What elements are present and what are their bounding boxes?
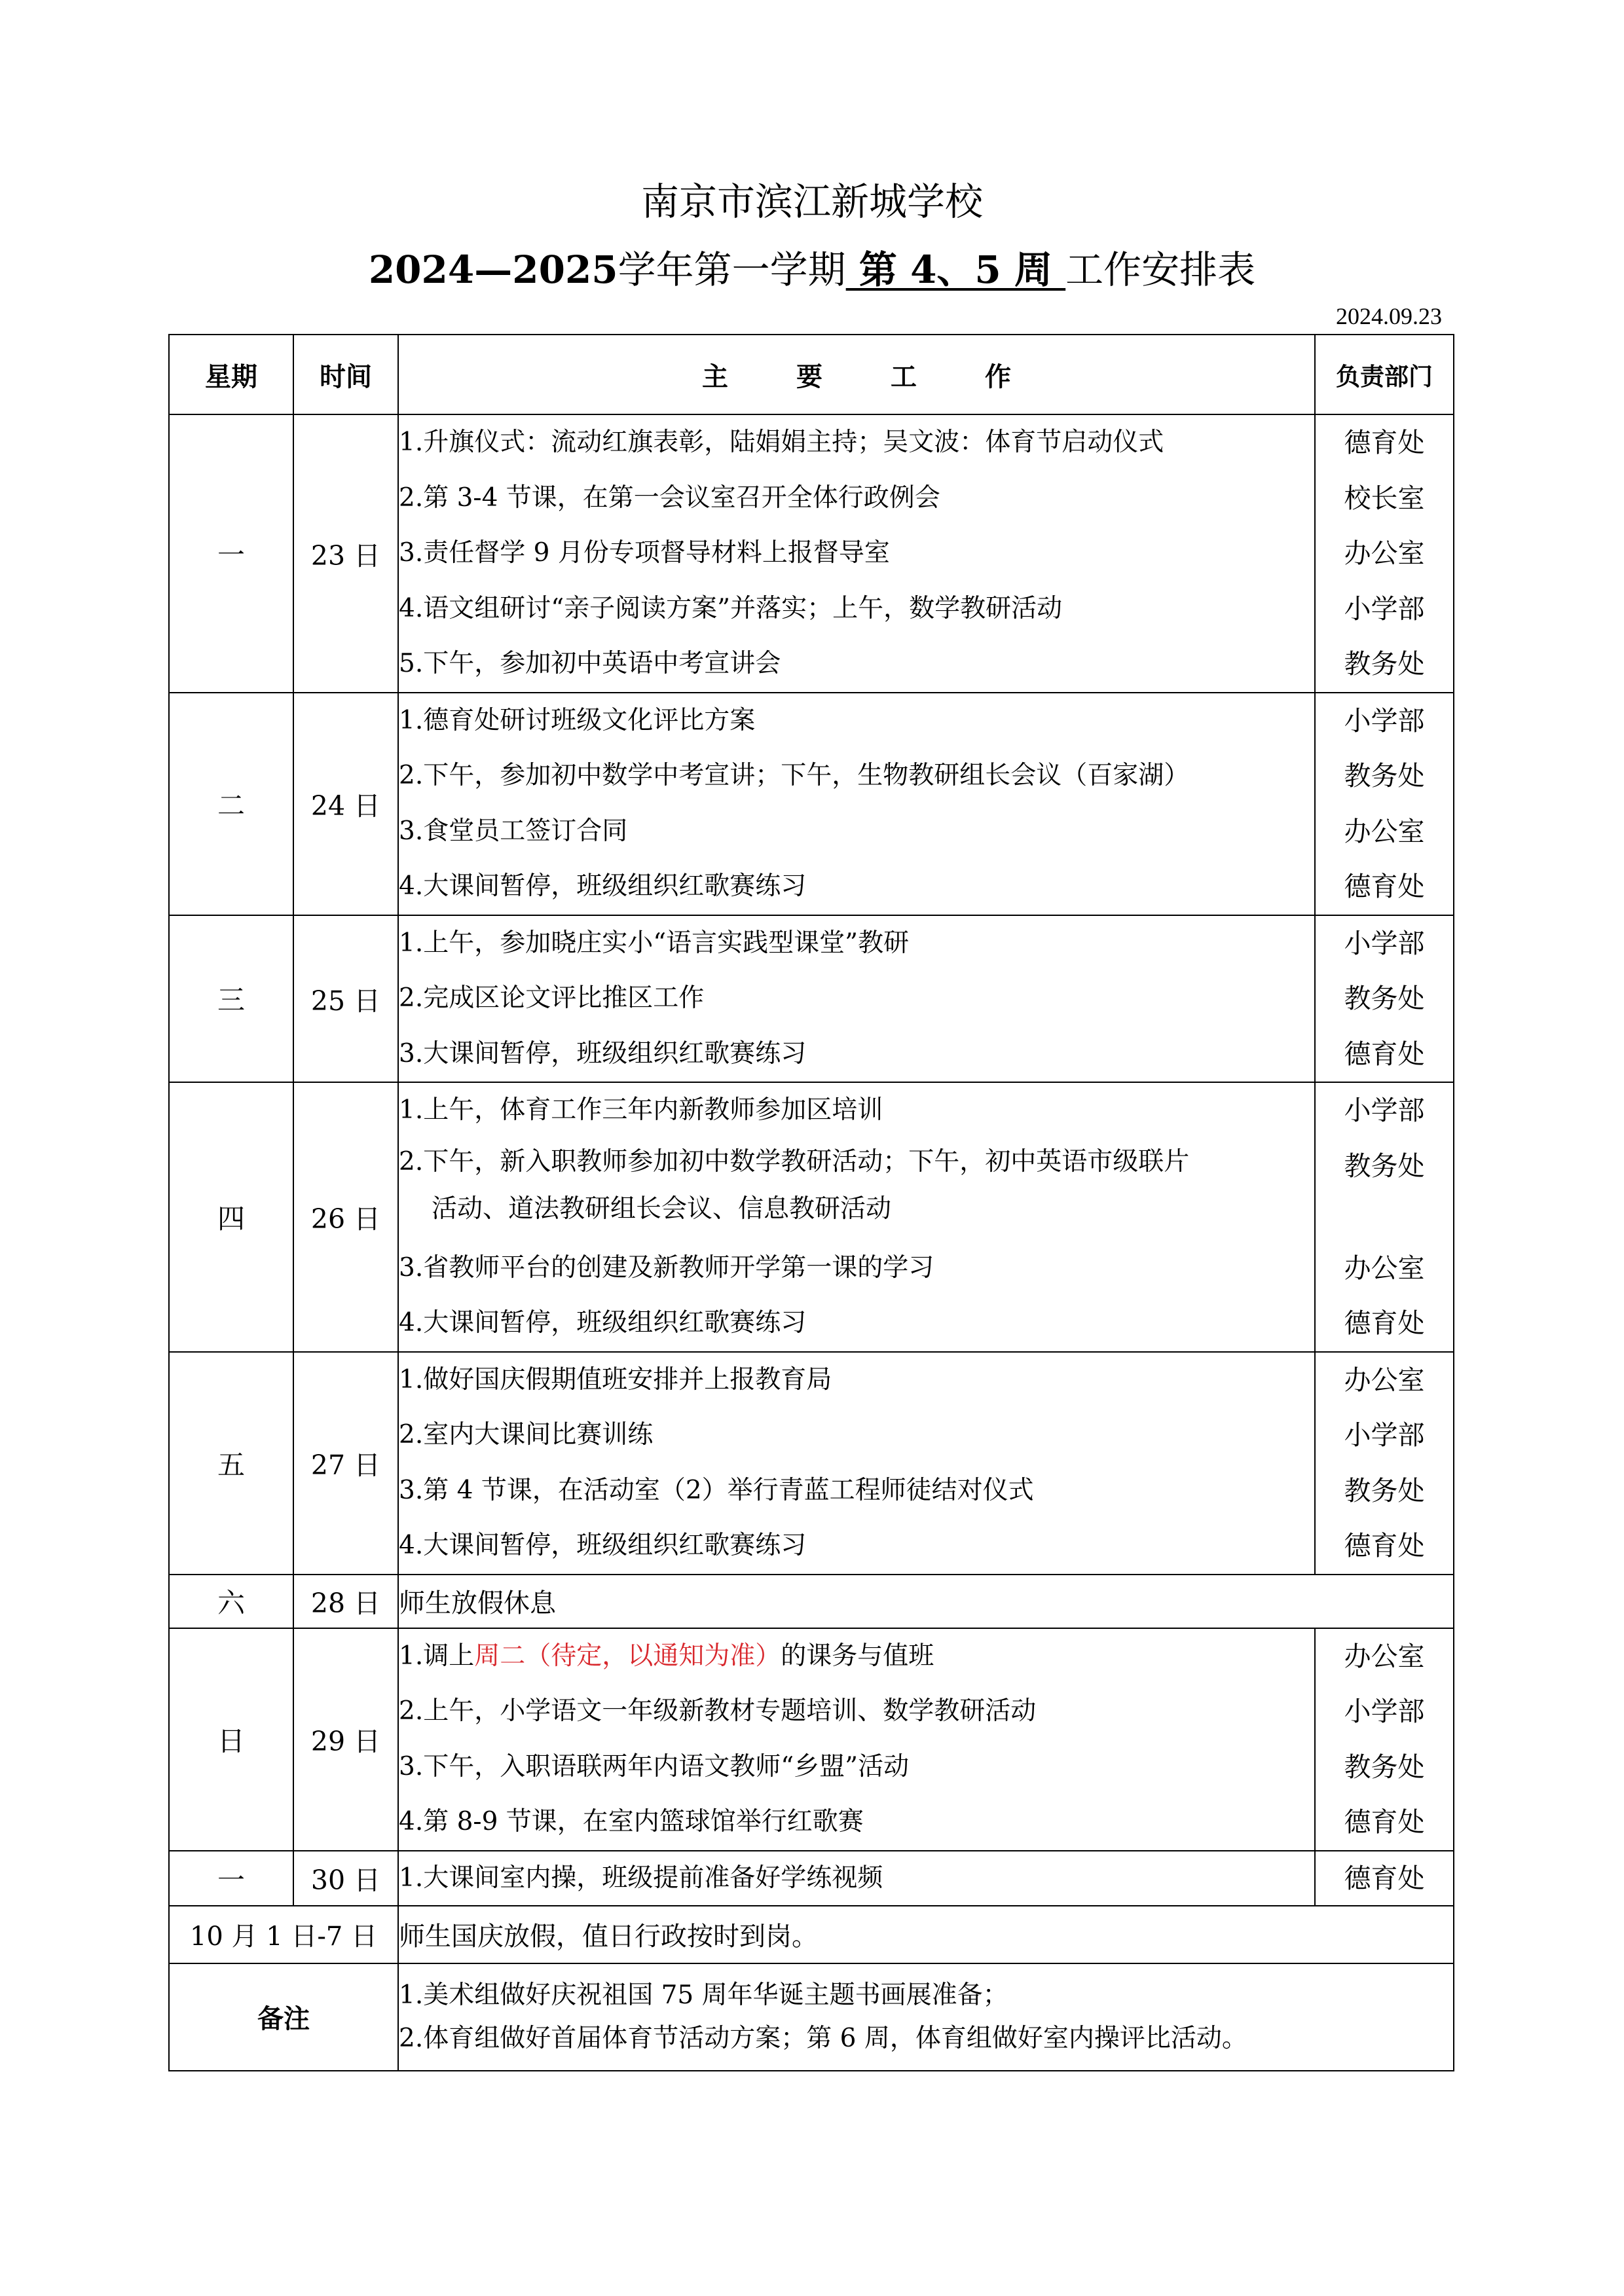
dept-item: 德育处 xyxy=(1344,1307,1425,1339)
work-item: 2.第 3-4 节课，在第一会议室召开全体行政例会 xyxy=(399,483,940,513)
dept-item: 办公室 xyxy=(1344,1364,1425,1396)
day-cell: 六 xyxy=(169,1575,293,1628)
work-item: 3.省教师平台的创建及新教师开学第一课的学习 xyxy=(399,1252,934,1283)
header-main-char: 主 xyxy=(702,361,728,392)
dept-item: 小学部 xyxy=(1344,1696,1425,1727)
day-cell: 二 xyxy=(169,693,293,915)
work-cell xyxy=(398,915,1315,1083)
work-item: 4.第 8-9 节课，在室内篮球馆举行红歌赛 xyxy=(399,1807,864,1836)
header-main-char: 工 xyxy=(891,361,917,392)
day-row xyxy=(169,1352,1454,1575)
work-cell xyxy=(398,1352,1315,1575)
day-cell: 三 xyxy=(169,915,293,1083)
dept-cell xyxy=(1315,1628,1454,1851)
work-item: 2.下午，新入职教师参加初中数学教研活动；下午，初中英语市级联片 xyxy=(399,1146,1190,1176)
dept-cell xyxy=(1315,693,1454,915)
header-main-char: 要 xyxy=(796,361,822,392)
dept-item: 教务处 xyxy=(1344,760,1425,792)
dept-cell xyxy=(1315,1082,1454,1352)
work-item: 5.下午，参加初中英语中考宣讲会 xyxy=(399,649,781,678)
work-cell xyxy=(398,414,1315,693)
work-item: 3.第 4 节课，在活动室（2）举行青蓝工程师徒结对仪式 xyxy=(399,1475,1034,1505)
work-item: 3.食堂员工签订合同 xyxy=(399,816,628,846)
work-item: 4.大课间暂停，班级组织红歌赛练习 xyxy=(399,1531,807,1560)
school-title: 南京市滨江新城学校 xyxy=(640,179,983,224)
day-row xyxy=(169,1628,1454,1851)
dept-item: 小学部 xyxy=(1344,1095,1425,1126)
dept-item: 小学部 xyxy=(1344,704,1425,737)
dept-item: 教务处 xyxy=(1344,983,1425,1014)
work-cell xyxy=(398,1082,1315,1352)
dept-item: 德育处 xyxy=(1344,1530,1425,1561)
dept-item: 德育处 xyxy=(1344,427,1425,458)
header-time: 时间 xyxy=(293,335,398,414)
dept-item: 教务处 xyxy=(1344,648,1425,680)
dept-cell xyxy=(1315,1851,1454,1906)
time-cell: 28 日 xyxy=(293,1575,398,1628)
work-item-text: 1.调上 xyxy=(399,1641,475,1671)
dept-item: 德育处 xyxy=(1344,1806,1425,1838)
day-cell: 一 xyxy=(169,414,293,693)
dept-item: 德育处 xyxy=(1344,871,1425,902)
work-item xyxy=(399,1629,1314,1685)
header-dept: 负责部门 xyxy=(1315,335,1454,414)
work-item-text: 的课务与值班 xyxy=(781,1641,934,1671)
dept-cell xyxy=(1315,915,1454,1083)
day-row xyxy=(169,915,1454,1083)
work-item-highlight: 周二（待定，以通知为准） xyxy=(474,1641,781,1671)
note-line: 2.体育组做好首届体育节活动方案；第 6 周，体育组做好室内操评比活动。 xyxy=(399,2023,1247,2053)
dept-item: 办公室 xyxy=(1344,815,1425,847)
dept-item: 小学部 xyxy=(1344,927,1425,959)
header-main-work xyxy=(398,335,1315,414)
day-cell: 五 xyxy=(169,1352,293,1575)
work-item: 1.大课间室内操，班级提前准备好学练视频 xyxy=(399,1863,883,1893)
notes-cell xyxy=(398,1963,1454,2071)
work-item: 3.下午，入职语联两年内语文教师“乡盟”活动 xyxy=(399,1751,910,1781)
dept-cell xyxy=(1315,1352,1454,1575)
work-item: 3.大课间暂停，班级组织红歌赛练习 xyxy=(399,1038,807,1068)
rest-text: 师生放假休息 xyxy=(398,1575,1454,1628)
work-item: 1.升旗仪式：流动红旗表彰，陆娟娟主持；吴文波：体育节启动仪式 xyxy=(399,428,1164,457)
time-cell: 27 日 xyxy=(293,1352,398,1575)
header-main-char: 作 xyxy=(985,361,1011,392)
time-cell: 25 日 xyxy=(293,915,398,1083)
schedule-table xyxy=(168,334,1454,2071)
day-cell: 四 xyxy=(169,1082,293,1352)
day-row xyxy=(169,693,1454,915)
work-cell xyxy=(398,1628,1315,1851)
time-cell: 23 日 xyxy=(293,414,398,693)
notes-row xyxy=(169,1963,1454,2071)
header-row xyxy=(169,335,1454,414)
work-item: 2.完成区论文评比推区工作 xyxy=(399,983,705,1013)
notes-label: 备注 xyxy=(169,1963,398,2071)
time-cell: 26 日 xyxy=(293,1082,398,1352)
dept-item: 教务处 xyxy=(1344,1751,1425,1783)
note-line: 1.美术组做好庆祝祖国 75 周年华诞主题书画展准备； xyxy=(399,1980,1008,2010)
header-day: 星期 xyxy=(169,335,293,414)
time-cell: 24 日 xyxy=(293,693,398,915)
work-item: 2.室内大课间比赛训练 xyxy=(399,1420,654,1449)
work-item: 4.语文组研讨“亲子阅读方案”并落实；上午，数学教研活动 xyxy=(399,593,1063,623)
time-cell: 30 日 xyxy=(293,1851,398,1906)
dept-item: 办公室 xyxy=(1344,1640,1425,1672)
work-item: 1.做好国庆假期值班安排并上报教育局 xyxy=(399,1364,832,1394)
dept-item: 校长室 xyxy=(1344,482,1425,514)
dept-item: 办公室 xyxy=(1344,1252,1425,1284)
dept-item: 德育处 xyxy=(1344,1862,1425,1894)
holiday-text: 师生国庆放假，值日行政按时到岗。 xyxy=(398,1906,1454,1963)
dept-item: 教务处 xyxy=(1344,1150,1425,1182)
work-item: 2.上午，小学语文一年级新教材专题培训、数学教研活动 xyxy=(399,1696,1037,1726)
work-item: 4.大课间暂停，班级组织红歌赛练习 xyxy=(399,871,807,901)
dept-cell xyxy=(1315,414,1454,693)
day-row xyxy=(169,414,1454,693)
title-term: 学年第一学期 xyxy=(618,247,846,292)
title-year: 2024—2025 xyxy=(368,247,618,292)
dept-item: 德育处 xyxy=(1344,1038,1425,1070)
saturday-row xyxy=(169,1575,1454,1628)
day-row xyxy=(169,1082,1454,1352)
day-cell: 一 xyxy=(169,1851,293,1906)
time-cell: 29 日 xyxy=(293,1628,398,1851)
title-week: 第 4、5 周 xyxy=(845,247,1066,292)
work-item: 3.责任督学 9 月份专项督导材料上报督导室 xyxy=(399,538,890,568)
holiday-row xyxy=(169,1906,1454,1963)
work-item: 2.下午，参加初中数学中考宣讲；下午，生物教研组长会议（百家湖） xyxy=(399,761,1190,790)
work-item: 1.上午，体育工作三年内新教师参加区培训 xyxy=(399,1095,883,1125)
work-item-continued: 活动、道法教研组长会议、信息教研活动 xyxy=(432,1194,892,1224)
dept-item: 小学部 xyxy=(1344,592,1425,625)
holiday-date-cell: 10 月 1 日-7 日 xyxy=(169,1906,398,1963)
dept-item: 教务处 xyxy=(1344,1474,1425,1506)
monday30-row xyxy=(169,1851,1454,1906)
dept-item: 小学部 xyxy=(1344,1419,1425,1451)
work-cell xyxy=(398,1851,1315,1906)
work-item: 1.德育处研讨班级文化评比方案 xyxy=(399,705,756,735)
title-suffix: 工作安排表 xyxy=(1065,247,1256,292)
work-item: 1.上午，参加晓庄实小“语言实践型课堂”教研 xyxy=(399,928,910,958)
work-cell xyxy=(398,693,1315,915)
work-item: 4.大课间暂停，班级组织红歌赛练习 xyxy=(399,1308,807,1338)
document-date: 2024.09.23 xyxy=(1336,303,1442,329)
schedule-title xyxy=(0,244,1624,296)
dept-item: 办公室 xyxy=(1344,538,1425,569)
day-cell: 日 xyxy=(169,1628,293,1851)
